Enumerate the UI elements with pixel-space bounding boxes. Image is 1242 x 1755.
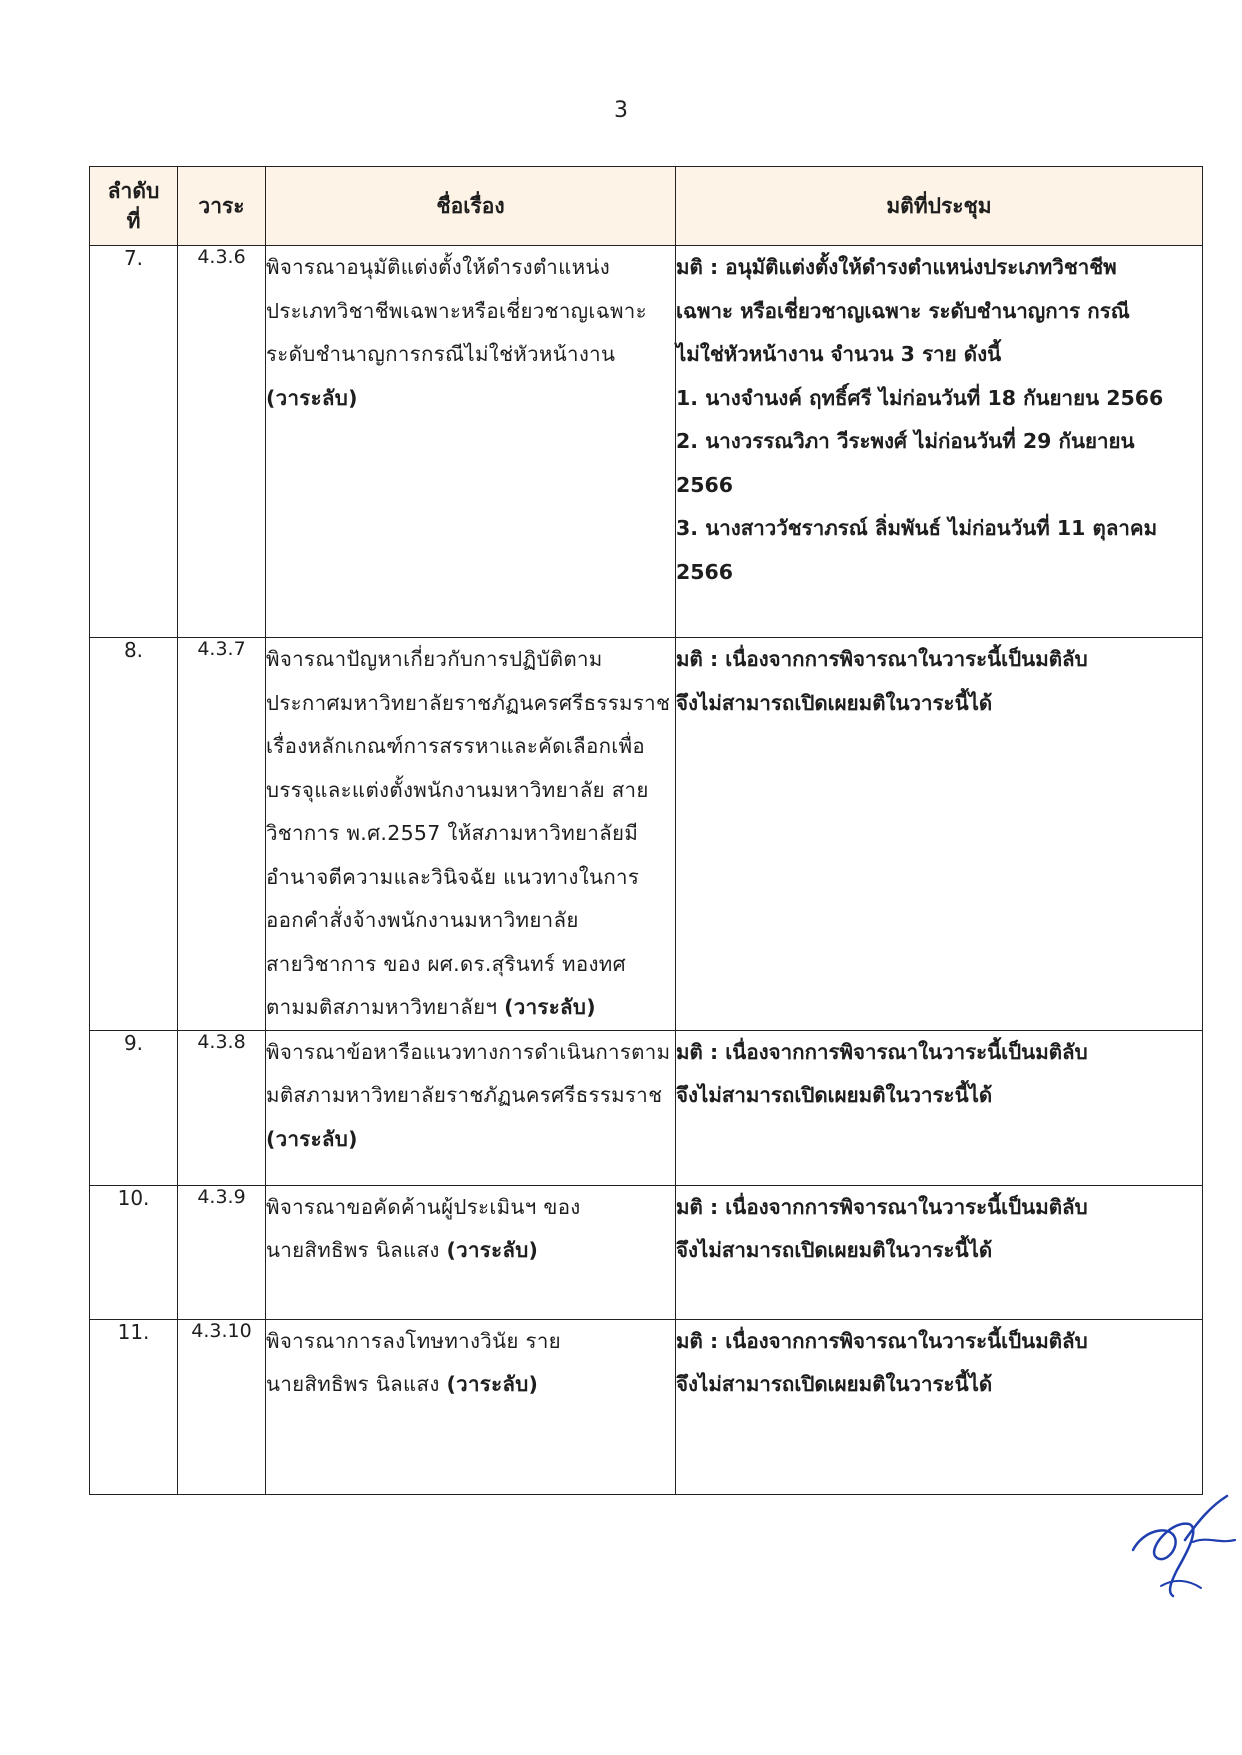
- header-sequence-no: ลำดับ ที่: [90, 167, 178, 246]
- row-title: พิจารณาอนุมัติแต่งตั้งให้ดำรงตำแหน่ง ประเภทวิชาชีพเฉพาะหรือเชี่ยวชาญเฉพาะ ระดับชำนาญการกรณีไม่ใช่หัวหน้างาน (วาระลับ): [266, 246, 676, 638]
- row-no: 8.: [90, 638, 178, 1031]
- confidential-tag: (วาระลับ): [446, 1372, 539, 1396]
- row-title: พิจารณาการลงโทษทางวินัย ราย นายสิทธิพร นิลแสง (วาระลับ): [266, 1319, 676, 1494]
- row-no: 7.: [90, 246, 178, 638]
- confidential-tag: (วาระลับ): [266, 1126, 358, 1151]
- row-agenda: 4.3.8: [178, 1030, 266, 1185]
- row-agenda: 4.3.9: [178, 1185, 266, 1319]
- confidential-tag: (วาระลับ): [504, 995, 596, 1019]
- table-header-row: [90, 167, 1203, 246]
- row-no: 11.: [90, 1319, 178, 1494]
- handwritten-signature: [1115, 1480, 1240, 1600]
- header-resolution: มติที่ประชุม: [676, 167, 1203, 246]
- row-no: 10.: [90, 1185, 178, 1319]
- row-resolution: มติ : เนื่องจากการพิจารณาในวาระนี้เป็นมติลับ จึงไม่สามารถเปิดเผยมติในวาระนี้ได้: [676, 1319, 1203, 1494]
- row-resolution: มติ : เนื่องจากการพิจารณาในวาระนี้เป็นมติลับ จึงไม่สามารถเปิดเผยมติในวาระนี้ได้: [676, 638, 1203, 1031]
- row-agenda: 4.3.7: [178, 638, 266, 1031]
- row-title: พิจารณาขอคัดค้านผู้ประเมินฯ ของ นายสิทธิพร นิลแสง (วาระลับ): [266, 1185, 676, 1319]
- row-resolution: มติ : เนื่องจากการพิจารณาในวาระนี้เป็นมติลับ จึงไม่สามารถเปิดเผยมติในวาระนี้ได้: [676, 1185, 1203, 1319]
- row-resolution: มติ : เนื่องจากการพิจารณาในวาระนี้เป็นมติลับ จึงไม่สามารถเปิดเผยมติในวาระนี้ได้: [676, 1030, 1203, 1185]
- row-title: พิจารณาปัญหาเกี่ยวกับการปฏิบัติตาม ประกาศมหาวิทยาลัยราชภัฏนครศรีธรรมราช เรื่องหลักเกณฑ์การสรรหาและคัดเลือกเพื่อ บรรจุและแต่งตั้งพนักงานมหาวิทยาลัย สาย วิชาการ พ.ศ.2557 ให้สภามหาวิทยาลัยมี อำนาจตีความและวินิจฉัย แนวทางในการ ออกคำสั่งจ้างพนักงานมหาวิทยาลัย สายวิชาการ ของ ผศ.ดร.สุรินทร์ ทองทศ ตามมติสภามหาวิทยาลัยฯ (วาระลับ): [266, 638, 676, 1031]
- table-row: [90, 246, 1203, 638]
- minutes-table: [89, 166, 1203, 1495]
- row-agenda: 4.3.6: [178, 246, 266, 638]
- page-number: 3: [614, 98, 628, 123]
- confidential-tag: (วาระลับ): [446, 1238, 539, 1262]
- row-resolution: มติ : อนุมัติแต่งตั้งให้ดำรงตำแหน่งประเภทวิชาชีพ เฉพาะ หรือเชี่ยวชาญเฉพาะ ระดับชำนาญการ กรณี ไม่ใช่หัวหน้างาน จำนวน 3 ราย ดังนี้ 1. นางจำนงค์ ฤทธิ์ศรี ไม่ก่อนวันที่ 18 กันยายน 2566 2. นางวรรณวิภา วีระพงศ์ ไม่ก่อนวันที่ 29 กันยายน 2566 3. นางสาววัชราภรณ์ ลิ่มพันธ์ ไม่ก่อนวันที่ 11 ตุลาคม 2566: [676, 246, 1203, 638]
- row-title: พิจารณาข้อหารือแนวทางการดำเนินการตาม มติสภามหาวิทยาลัยราชภัฏนครศรีธรรมราช (วาระลับ): [266, 1030, 676, 1185]
- header-title: ชื่อเรื่อง: [266, 167, 676, 246]
- row-agenda: 4.3.10: [178, 1319, 266, 1494]
- header-agenda: วาระ: [178, 167, 266, 246]
- row-no: 9.: [90, 1030, 178, 1185]
- table-row: [90, 1030, 1203, 1185]
- table-row: [90, 1185, 1203, 1319]
- table-row: [90, 1319, 1203, 1494]
- confidential-tag: (วาระลับ): [266, 385, 358, 410]
- table-row: [90, 638, 1203, 1031]
